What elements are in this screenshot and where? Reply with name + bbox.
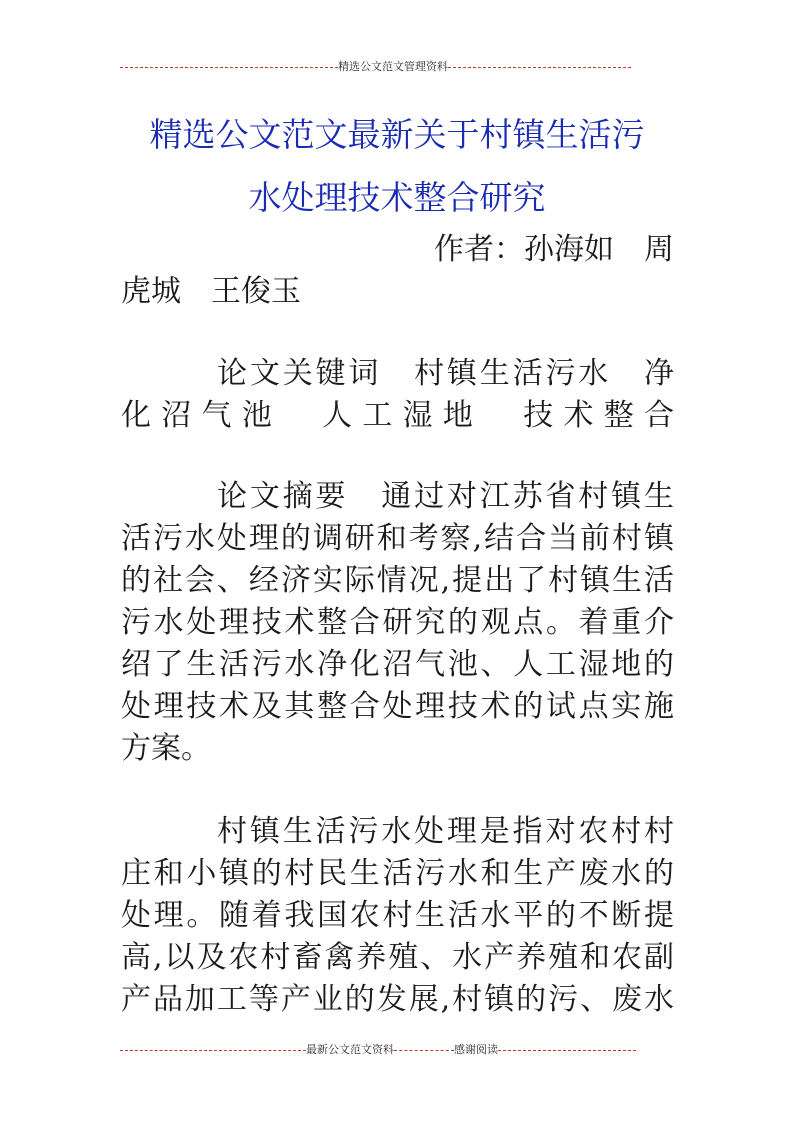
paragraph-1-line-2: 庄和小镇的村民生活污水和生产废水的	[121, 856, 674, 891]
authors-line-1: 作者：孙海如 周	[434, 232, 674, 267]
document-title-line-2: 水处理技术整合研究	[248, 178, 546, 217]
paragraph-1-line-5: 产品加工等产业的发展,村镇的污、废水	[121, 982, 674, 1017]
abstract-line-6: 处理技术及其整合处理技术的试点实施	[121, 689, 674, 724]
paragraph-1-line-3: 处理。随着我国农村生活水平的不断提	[121, 898, 674, 933]
paragraph-1-line-1: 村镇生活污水处理是指对农村村	[217, 814, 674, 849]
document-title-line-1: 精选公文范文最新关于村镇生活污	[149, 115, 645, 154]
abstract-line-5: 绍了生活污水净化沼气池、人工湿地的	[121, 647, 674, 682]
header-text: 精选公文范文管理资料	[338, 60, 448, 73]
keywords-line-2: 化沼气池 人工湿地 技术整合	[121, 398, 674, 433]
authors-line-2: 虎城 王俊玉	[121, 274, 301, 309]
page-header	[120, 60, 643, 74]
footer-rule-right	[498, 1050, 636, 1051]
paragraph-1-line-4: 高,以及农村畜禽养殖、水产养殖和农副	[121, 940, 674, 975]
abstract-line-1: 论文摘要 通过对江苏省村镇生	[217, 479, 674, 514]
footer-rule-middle	[394, 1050, 454, 1051]
keywords-line-1: 论文关键词 村镇生活污水 净	[217, 356, 674, 391]
abstract-line-7: 方案。	[121, 731, 211, 766]
abstract-line-3: 的社会、经济实际情况,提出了村镇生活	[121, 563, 674, 598]
footer-rule-left	[120, 1050, 306, 1051]
footer-text-2: 感谢阅读	[454, 1043, 498, 1056]
page-footer	[120, 1043, 655, 1057]
abstract-line-4: 污水处理技术整合研究的观点。着重介	[121, 605, 674, 640]
abstract-line-2: 活污水处理的调研和考察,结合当前村镇	[121, 521, 674, 556]
header-rule-right	[448, 67, 631, 68]
footer-text-1: 最新公文范文资料	[306, 1043, 394, 1056]
header-rule-left	[120, 67, 338, 68]
